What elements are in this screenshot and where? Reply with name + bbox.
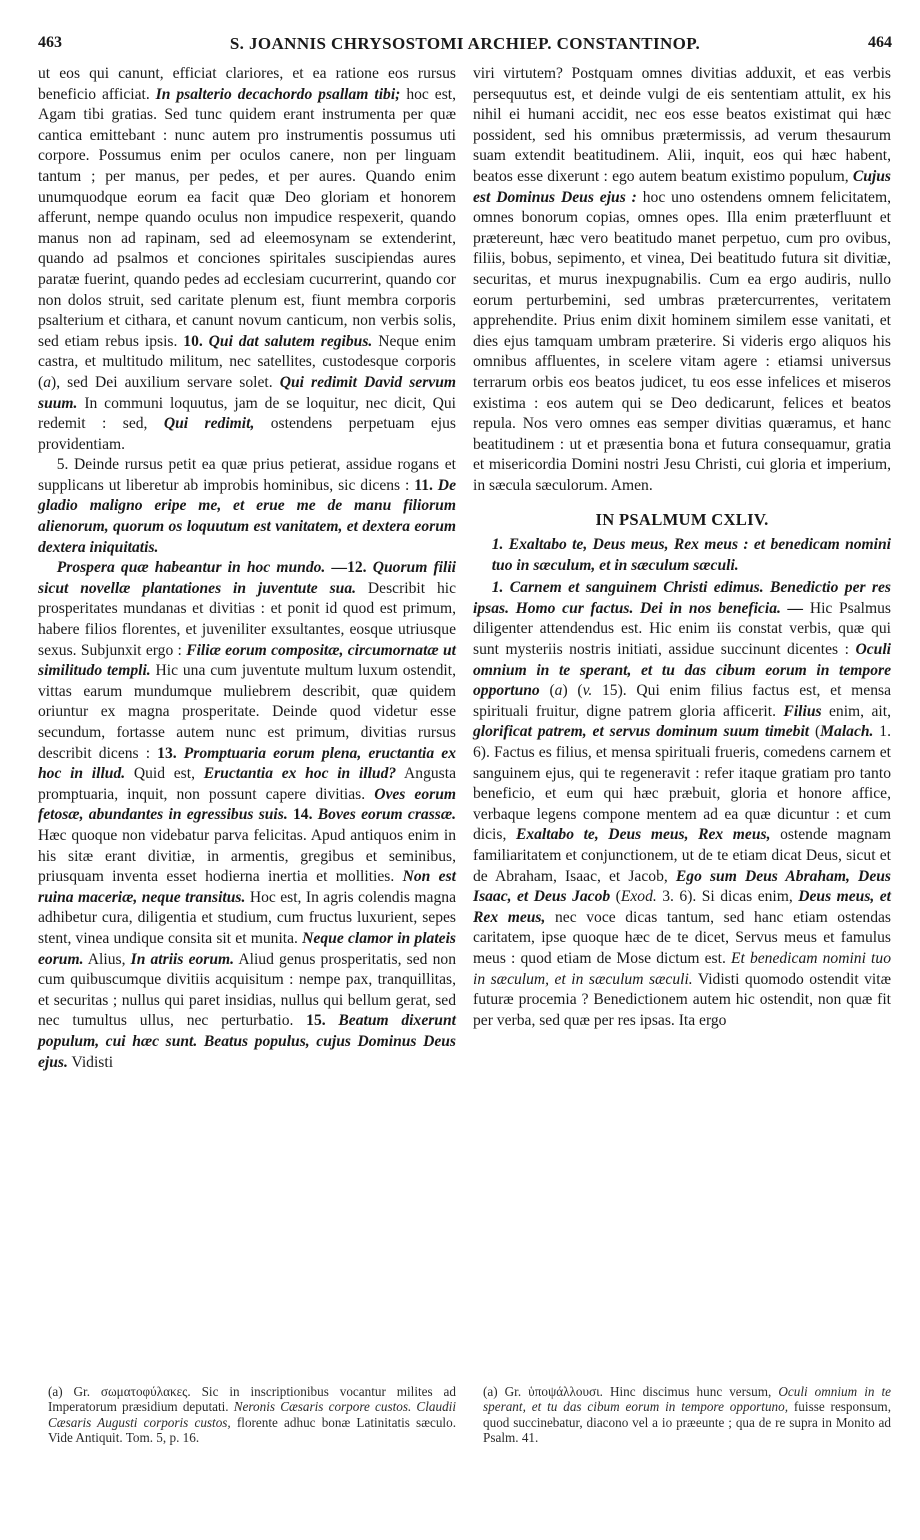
text: ) ( <box>562 682 583 700</box>
reference: v. <box>582 682 593 700</box>
paragraph <box>38 64 456 455</box>
text: hoc uno ostendens omnem felicitatem, omnes bonorum copias, omnes opes. Illa enim præterfluunt et prætereunt, hæc vero beatitudo manet perpetuo, cum pro ovibus, filiis, bobus, sepimento, et vinea, Dei beatitudo futura sit divitiæ, securitas, et murus inexpugnabilis. Cum ea ergo audiris, nullo eorum perturbemini, sed umbras prætercurrentes, veritatem apprehendite. Prius enim dixit hominem similem esse vanitati, et dies ejus tamquam umbram præterire. Si videris ergo aliquos his omnibus affluentes, in scelere vitam agere : etiamsi universus terrarum orbis eos beatos judicet, tu eos esse infelices et miseros existima : eos autem qui se Deo dedicarunt, felices et beatos repula. Nos vero omnes eas semper divitias quæramus, et hanc beatitudinem : ut et præsentia bona et futura consequamur, gratia et misericordia Domini nostri Jesu Christi, cui gloria et imperium, in sæcula sæculorum. Amen. <box>473 188 891 494</box>
text: hoc est, Agam tibi gratias. Sed tunc quidem erant instrumenta per quæ cantica emittebant : nunc autem pro instrumentis possumus uti corpore. Possumus enim per oculos canere, non per linguam tantum ; per manus, per pedes, et per aures. Quando enim unumquodque eorum ea facit quæ Deo gloriam et honorem afferunt, nempe quando oculus non impudice respexerit, quando manus non ad rapinam, sed ad eleemosynam se extenderint, quando ad psalmos et conciones spiritales suscipiendas aures paratæ fuerint, quando pedes ad ecclesiam cucurrerint, quando cor non dolos struit, sed caritate plenum est, fiunt membra corporis psalterium et cithara, et canunt novum canticum, non verbis solis, sed etiam rebus ipsis. <box>38 85 456 350</box>
text: Hic Psalmus diligenter attendendus est. Hic enim iis constat verbis, quæ qui sunt mysteriis nostris initiati, assidue succinunt dicentes : <box>473 599 891 659</box>
citation: Eructantia ex hoc in illud? <box>203 765 397 783</box>
page-number-left: 463 <box>38 34 62 51</box>
text: Aliud genus prosperitatis, sed non cum quibuscumque divitiis acquisitum : nempe pax, tranquillitas, et securitas ; nullus qui paret insidias, nullus qui bellum gerat, sed nec tumultus ullus, nec perturbatio. <box>38 950 456 1030</box>
citation: De gladio maligno eripe me, et erue me de manu filiorum alienorum, quorum os loquutum est vanitatem, et dextera eorum dextera iniquitatis. <box>38 476 456 556</box>
text: ( <box>809 723 821 741</box>
paragraph <box>473 64 891 496</box>
text: ( <box>610 888 621 906</box>
citation: Qui redimit, <box>163 415 255 433</box>
text: enim, ait, <box>821 702 891 720</box>
text: nec voce dicas tantum, sed hanc etiam ostendas caritatem, ipse quoque hæc de te dicet, Servus meus et famulus meus : quod etiam de Mose dictum est. <box>473 908 891 967</box>
right-column <box>473 64 891 1031</box>
citation: Ego sum Deus Abraham, Deus Isaac, et Deus Jacob <box>473 867 891 906</box>
citation: Promptuaria eorum plena, eructantia ex hoc in illud. <box>38 744 456 783</box>
verse-number: 11. <box>414 476 433 494</box>
citation: Oves eorum fetosæ, abundantes in egressibus suis. <box>38 785 456 824</box>
page-header <box>38 34 892 60</box>
page-number-right: 464 <box>868 34 892 51</box>
text: ), sed Dei auxilium servare solet. <box>51 373 280 391</box>
citation: Qui redimit David servum suum. <box>38 373 456 412</box>
text: In communi loquutus, jam de se loquitur, nec dicit, Qui redemit : sed, <box>38 394 456 433</box>
citation: Neque clamor in plateis eorum. <box>38 929 456 968</box>
reference: Malach. <box>820 723 874 741</box>
text: Hæc quoque non videbatur parva felicitas. Apud antiquos enim in his sitæ erant divitiæ, in armentis, gregibus et seminibus, priusquam inventa esset hodierna inertia et mollities. <box>38 826 456 886</box>
footnote-ref: a <box>554 682 563 700</box>
paragraph <box>473 578 891 1031</box>
text: Describit hic prosperitates mundanas et divitias : et ponit id quod est primum, habere filios florentes, et juveniliter exsultantes, eosque utriusque sexus. Subjunxit ergo : <box>38 579 456 659</box>
citation: Deus meus, et Rex meus, <box>473 888 892 926</box>
text: viri virtutem? Postquam omnes divitias adduxit, et eas verbis persequutus est, et deinde vulgi de eis sententiam attulit, ex his nihil ei humani accidit, nec eos esse beatos existimat qui hæc possident, sed his omnibus prætermissis, ad verum thesaurum suam extendit beatitudinem. Alii, inquit, eos qui hæc habent, beatos esse dixerunt : ego autem beatum existimo populum, <box>473 65 891 185</box>
citation: Oculi omnium in te sperant, et tu das cibum eorum in tempore opportuno <box>473 641 891 700</box>
citation: Filiæ eorum compositæ, circumornatæ ut similitudo templi. <box>38 641 456 680</box>
footnote-text: fuisse responsum, quod succinebatur, diacono vel a io præeunte ; qua de re supra in Monito ad Psalm. 41. <box>483 1399 891 1446</box>
citation: Qui dat salutem regibus. <box>202 332 373 350</box>
text: ut eos qui canunt, efficiat clariores, et ea ratione eos rursus beneficio afficiat. <box>38 65 456 103</box>
text: 3. 6). Si dicas enim, <box>656 888 799 906</box>
text: 5. Deinde rursus petit ea quæ prius petierat, assidue rogans et supplicans ut liberetur ab improbis hominibus, sic dicens : <box>38 456 456 494</box>
citation: In atriis eorum. <box>130 950 235 968</box>
verse-number: 15. <box>306 1012 326 1030</box>
paragraph <box>38 558 456 1073</box>
text: Alius, <box>83 950 131 968</box>
text: ostende magnam familiaritatem et conjunctionem, ut de te etiam dicat Deus, sicut et de Abraham, Isaac, et Jacob, <box>473 826 891 885</box>
citation: glorificat patrem, et servus dominum suum timebit <box>473 723 810 741</box>
footnote-quote: Oculi omnium in te sperant, et tu das cibum eorum in tempore opportuno, <box>483 1384 891 1415</box>
citation: Cujus est Dominus Deus ejus : <box>473 167 891 206</box>
footnote-text: (a) Gr. ὑποψάλλουσι. Hinc discimus hunc versum, <box>483 1384 779 1399</box>
section-heading: 1. Carnem et sanguinem Christi edimus. Benedictio per res ipsas. Homo cur factus. Dei in nos beneficia. — <box>473 579 891 617</box>
text: Hoc est, In agris colendis magna adhibetur cura, diligentia et studium, cum fructus luxurient, sepes stent, vinea undique consita sit et munita. <box>38 888 456 947</box>
text: 1. 6). Factus es filius, et mensa spirituali frueris, comedens carnem et sanguinem ejus, qui te regeneravit : refer itaque gratiam pro tanto beneficio, et eum qui hæc præbuit, gloria et honore affice, verbaque legens compone mentem ad ea quæ dicuntur : et cum dicis, <box>473 723 892 844</box>
citation: In psalterio decachordo psallam tibi; <box>155 85 401 103</box>
text: Neque enim castra, et multitudo militum, nec satellites, custodesque corporis ( <box>38 332 456 391</box>
text: Hic una cum juventute multum luxum ostendit, vittas earum mundumque muliebrem describit, quæ quidem oriuntur ex magna prosperitate. Deinde quod videtur esse secundum, fortasse autem nunc est primum, divitias rursus describit dicens : <box>38 662 456 762</box>
running-title: S. JOANNIS CHRYSOSTOMI ARCHIEP. CONSTANTINOP. <box>229 34 701 53</box>
text: Angusta promptuaria, inquit, non possunt capere divitias. <box>38 765 456 803</box>
psalm-verse-heading: 1. Exaltabo te, Deus meus, Rex meus : et benedicam nomini tuo in sæculum, et in sæculum sæculi. <box>491 536 891 574</box>
left-column <box>38 64 456 1073</box>
verse-number: 10. <box>183 332 203 350</box>
footnote-left <box>48 1384 456 1446</box>
citation: Filius <box>783 702 822 720</box>
verse-number: 13. <box>157 744 177 762</box>
paragraph <box>38 455 456 558</box>
citation: Et benedicam nomini tuo in sæculum, et in sæculum sæculi. <box>473 949 891 988</box>
text: ostendens perpetuam ejus providentiam. <box>38 415 456 453</box>
citation: Exaltabo te, Deus meus, Rex meus, <box>515 826 771 844</box>
footnote-quote: Neronis Cæsaris corpore custos. Claudii Cæsaris Augusti corporis custos, <box>48 1399 456 1430</box>
citation: Boves eorum crassæ. <box>312 806 457 824</box>
citation: Non est ruina maceriæ, neque transitus. <box>38 868 456 906</box>
verse-number: 14. <box>287 806 313 824</box>
psalm-title: IN PSALMUM CXLIV. <box>595 510 769 530</box>
reference: Exod. <box>620 888 657 906</box>
text: Quid est, <box>125 765 204 783</box>
footnote-right <box>483 1384 891 1446</box>
citation: Quorum filii sicut novellæ plantationes in juventute sua. <box>38 559 456 597</box>
citation: Beatum dixerunt populum, cui hæc sunt. Beatus populus, cujus Dominus Deus ejus. <box>38 1012 456 1071</box>
text: Vidisti quomodo ostendit vitæ futuræ procemia ? Benedictionem autem hic ostendit, non quæ fit per verba, sed quæ per res ipsas. Ita ergo <box>473 970 891 1029</box>
section-heading: Prospera quæ habeantur in hoc mundo. — <box>56 559 348 577</box>
text: Vidisti <box>67 1053 114 1071</box>
footnote-ref: a <box>43 373 51 391</box>
footnote-text: florente adhuc bonæ Latinitatis sæculo. Vide Antiquit. Tom. 5, p. 16. <box>48 1414 456 1446</box>
verse-number: 12. <box>347 559 367 577</box>
text: ( <box>539 682 555 700</box>
footnote-text: (a) Gr. σωματοφύλακες. Sic in inscriptionibus vocantur milites ad Imperatorum præsidium deputati. <box>48 1384 456 1415</box>
text: 15). Qui enim filius factus est, et mensa spirituali fruitur, digne patrem gloria afficerit. <box>473 682 891 720</box>
